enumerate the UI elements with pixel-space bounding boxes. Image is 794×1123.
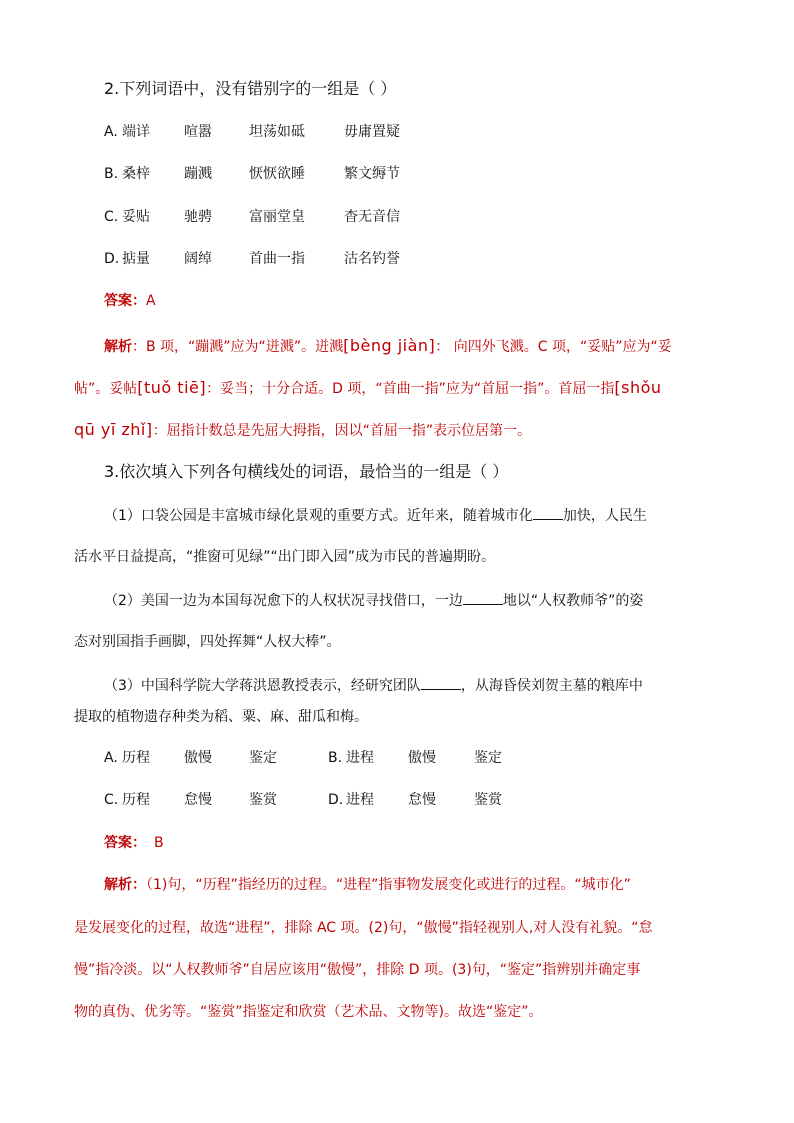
answer-value: B: [154, 835, 164, 851]
option-word: 进程: [346, 792, 374, 808]
option-letter: B.: [328, 750, 343, 766]
option-letter: A.: [104, 750, 118, 766]
option-letter: A.: [104, 124, 118, 140]
option-word: 杳无音信: [344, 209, 400, 225]
answer-label: 答案：: [104, 293, 146, 309]
option-word: 坦荡如砥: [249, 124, 305, 140]
analysis-text: ：妥当；十分合适。D 项，“首曲一指”应为“首屈一指”。首屈一指: [206, 381, 615, 397]
option-word: 进程: [346, 750, 374, 766]
option-letter: B.: [104, 166, 119, 182]
option-word: 蹦溅: [184, 166, 212, 182]
option-word: 掂量: [122, 251, 150, 267]
option-word: 鉴定: [249, 750, 277, 766]
analysis-label: 解析: [104, 339, 132, 355]
sentence-text: 地以“人权教师爷”的姿: [502, 593, 644, 609]
q3-analysis-line-4: 物的真伪、优劣等。“鉴赏”指鉴定和欣赏（艺术品、文物等)。故选“鉴定”。: [74, 1004, 543, 1020]
pinyin: [tuǒ tiē]: [137, 378, 207, 397]
answer-value: A: [146, 293, 156, 309]
q3-sentence-3-line-2: 提取的植物遗存种类为稻、粟、麻、甜瓜和梅。: [74, 709, 368, 725]
option-word: 傲慢: [408, 750, 436, 766]
analysis-label: 解析：: [104, 877, 146, 893]
fill-blank: [463, 590, 503, 605]
option-word: 桑梓: [122, 166, 150, 182]
option-letter: D.: [328, 792, 344, 808]
analysis-text: ：B 项，“蹦溅”应为“迸溅”。迸溅: [132, 339, 344, 355]
q3-answer: [104, 833, 164, 853]
option-word: 历程: [122, 792, 150, 808]
q3-sentence-1-line-2: 活水平日益提高，“推窗可见绿”“出门即入园”成为市民的普遍期盼。: [74, 549, 496, 565]
q3-analysis-line-3: 慢”指冷淡。以“人权教师爷”自居应该用“傲慢”，排除 D 项。(3)句，“鉴定”指辨别并确定事: [74, 962, 641, 978]
option-word: 富丽堂皇: [249, 209, 305, 225]
option-word: 鉴赏: [249, 792, 277, 808]
q2-option-b: [104, 164, 704, 184]
q3-sentence-2-line-2: 态对别国指手画脚，四处挥舞“人权大棒”。: [74, 634, 341, 650]
sentence-text: 加快，人民生: [562, 508, 647, 524]
q2-analysis-line-2: [74, 378, 662, 399]
sentence-text: （2）美国一边为本国每况愈下的人权状况寻找借口，一边: [104, 593, 463, 609]
question-3-stem: 3.依次填入下列各句横线处的词语，最恰当的一组是（ ）: [104, 462, 509, 481]
q3-sentence-1-line-1: [104, 505, 647, 526]
sentence-text: ，从海昏侯刘贺主墓的粮库中: [460, 678, 643, 694]
option-word: 傲慢: [184, 750, 212, 766]
q2-analysis-line-1: [104, 336, 672, 357]
sentence-text: （3）中国科学院大学蒋洪恩教授表示，经研究团队: [104, 678, 421, 694]
option-word: 恹恹欲睡: [249, 166, 305, 182]
option-word: 鉴定: [474, 750, 502, 766]
option-word: 怠慢: [184, 792, 212, 808]
pinyin: [shǒu: [614, 378, 662, 397]
q3-sentence-3-line-1: [104, 675, 643, 696]
q3-analysis-line-1: [104, 875, 631, 895]
option-letter: C.: [104, 792, 119, 808]
pinyin: qū yī zhǐ]: [74, 420, 153, 439]
q2-option-d: [104, 249, 704, 269]
option-word: 历程: [122, 750, 150, 766]
question-2-stem: 2.下列词语中，没有错别字的一组是（ ）: [104, 79, 397, 98]
option-letter: C.: [104, 209, 119, 225]
option-word: 鉴赏: [474, 792, 502, 808]
option-word: 沽名钓誉: [344, 251, 400, 267]
q2-analysis-line-3: [74, 420, 531, 441]
option-word: 阔绰: [184, 251, 212, 267]
q2-answer: [104, 291, 156, 311]
q2-option-a: [104, 122, 704, 142]
option-letter: D.: [104, 251, 120, 267]
q3-options-row-1: [104, 748, 704, 768]
option-word: 毋庸置疑: [344, 124, 400, 140]
fill-blank: [533, 505, 563, 520]
analysis-text: ：屈指计数总是先屈大拇指，因以“首屈一指”表示位居第一。: [152, 423, 532, 439]
q3-analysis-line-2: 是发展变化的过程，故选“进程”，排除 AC 项。(2)句，“傲慢”指轻视别人,对人没有礼貌。“怠: [74, 920, 653, 936]
option-word: 妥贴: [122, 209, 150, 225]
sentence-text: （1）口袋公园是丰富城市绿化景观的重要方式。近年来，随着城市化: [104, 508, 533, 524]
fill-blank: [421, 675, 461, 690]
answer-label: 答案：: [104, 835, 146, 851]
analysis-text: 帖”。妥帖: [74, 381, 138, 397]
analysis-text: （1)句，“历程”指经历的过程。“进程”指事物发展变化或进行的过程。“城市化”: [146, 877, 631, 893]
q3-options-row-2: [104, 790, 704, 810]
option-word: 端详: [122, 124, 150, 140]
option-word: 驰骋: [184, 209, 212, 225]
pinyin: [bèng jiàn]: [343, 336, 436, 355]
option-word: 怠慢: [408, 792, 436, 808]
analysis-text: ： 向四外飞溅。C 项，“妥贴”应为“妥: [435, 339, 672, 355]
q3-sentence-2-line-1: [104, 590, 643, 611]
option-word: 喧嚣: [184, 124, 212, 140]
option-word: 首曲一指: [249, 251, 305, 267]
option-word: 繁文缛节: [344, 166, 400, 182]
q2-option-c: [104, 207, 704, 227]
